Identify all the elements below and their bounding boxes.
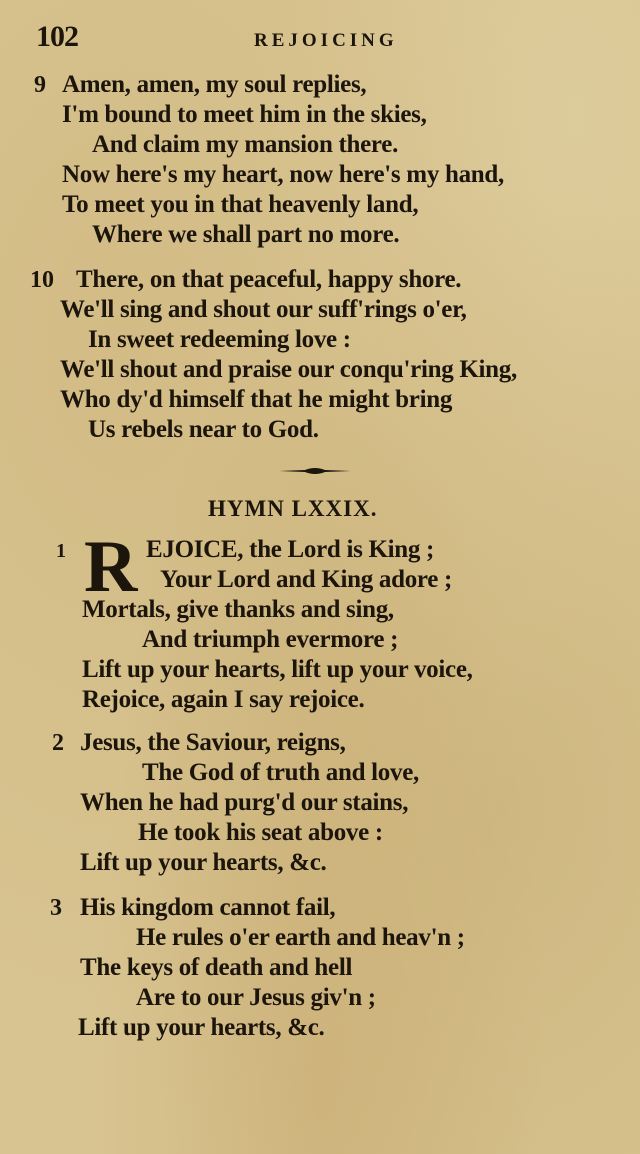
verse-line: We'll sing and shout our suff'rings o'er, [60,296,467,323]
verse-line: When he had purg'd our stains, [80,789,409,816]
verse-line: Jesus, the Saviour, reigns, [80,729,346,756]
verse-line: Rejoice, again I say rejoice. [82,686,365,713]
verse-line: We'll shout and praise our conqu'ring King, [60,356,517,383]
verse-number: 10 [30,267,54,293]
verse-line: Are to our Jesus giv'n ; [136,984,376,1011]
verse-line: He took his seat above : [138,819,383,846]
verse-line: Who dy'd himself that he might bring [60,386,453,413]
verse-line: There, on that peaceful, happy shore. [76,266,462,293]
verse-line: Now here's my heart, now here's my hand, [62,161,504,188]
verse-line: The God of truth and love, [142,759,419,786]
verse-line: Lift up your hearts, lift up your voice, [82,656,473,683]
verse-line: Lift up your hearts, &c. [80,849,327,876]
verse-line: And claim my mansion there. [92,131,399,158]
verse-line: Amen, amen, my soul replies, [62,71,367,98]
verse-line: Your Lord and King adore ; [160,566,453,593]
page-number: 102 [36,20,78,53]
running-head: REJOICING [254,30,398,51]
verse-line: In sweet redeeming love : [88,326,351,353]
verse-number: 3 [50,895,62,921]
verse-number: 2 [52,730,64,756]
verse-line: Mortals, give thanks and sing, [82,596,394,623]
verse-number: 9 [34,72,46,98]
verse-number: 1 [56,540,66,562]
verse-line: I'm bound to meet him in the skies, [62,101,427,128]
verse-line: Where we shall part no more. [92,221,400,248]
drop-cap: R [84,526,138,608]
ornament-divider-icon [279,467,351,475]
verse-line: The keys of death and hell [80,954,353,981]
hymn-title: HYMN LXXIX. [208,496,378,521]
verse-line: Lift up your hearts, &c. [78,1014,325,1041]
verse-line: EJOICE, the Lord is King ; [146,536,435,563]
page-header [36,20,596,60]
verse-line: His kingdom cannot fail, [80,894,336,921]
verse-line: And triumph evermore ; [142,626,399,653]
verse-line: To meet you in that heavenly land, [62,191,419,218]
verse-line: Us rebels near to God. [88,416,319,443]
verse-line: He rules o'er earth and heav'n ; [136,924,465,951]
